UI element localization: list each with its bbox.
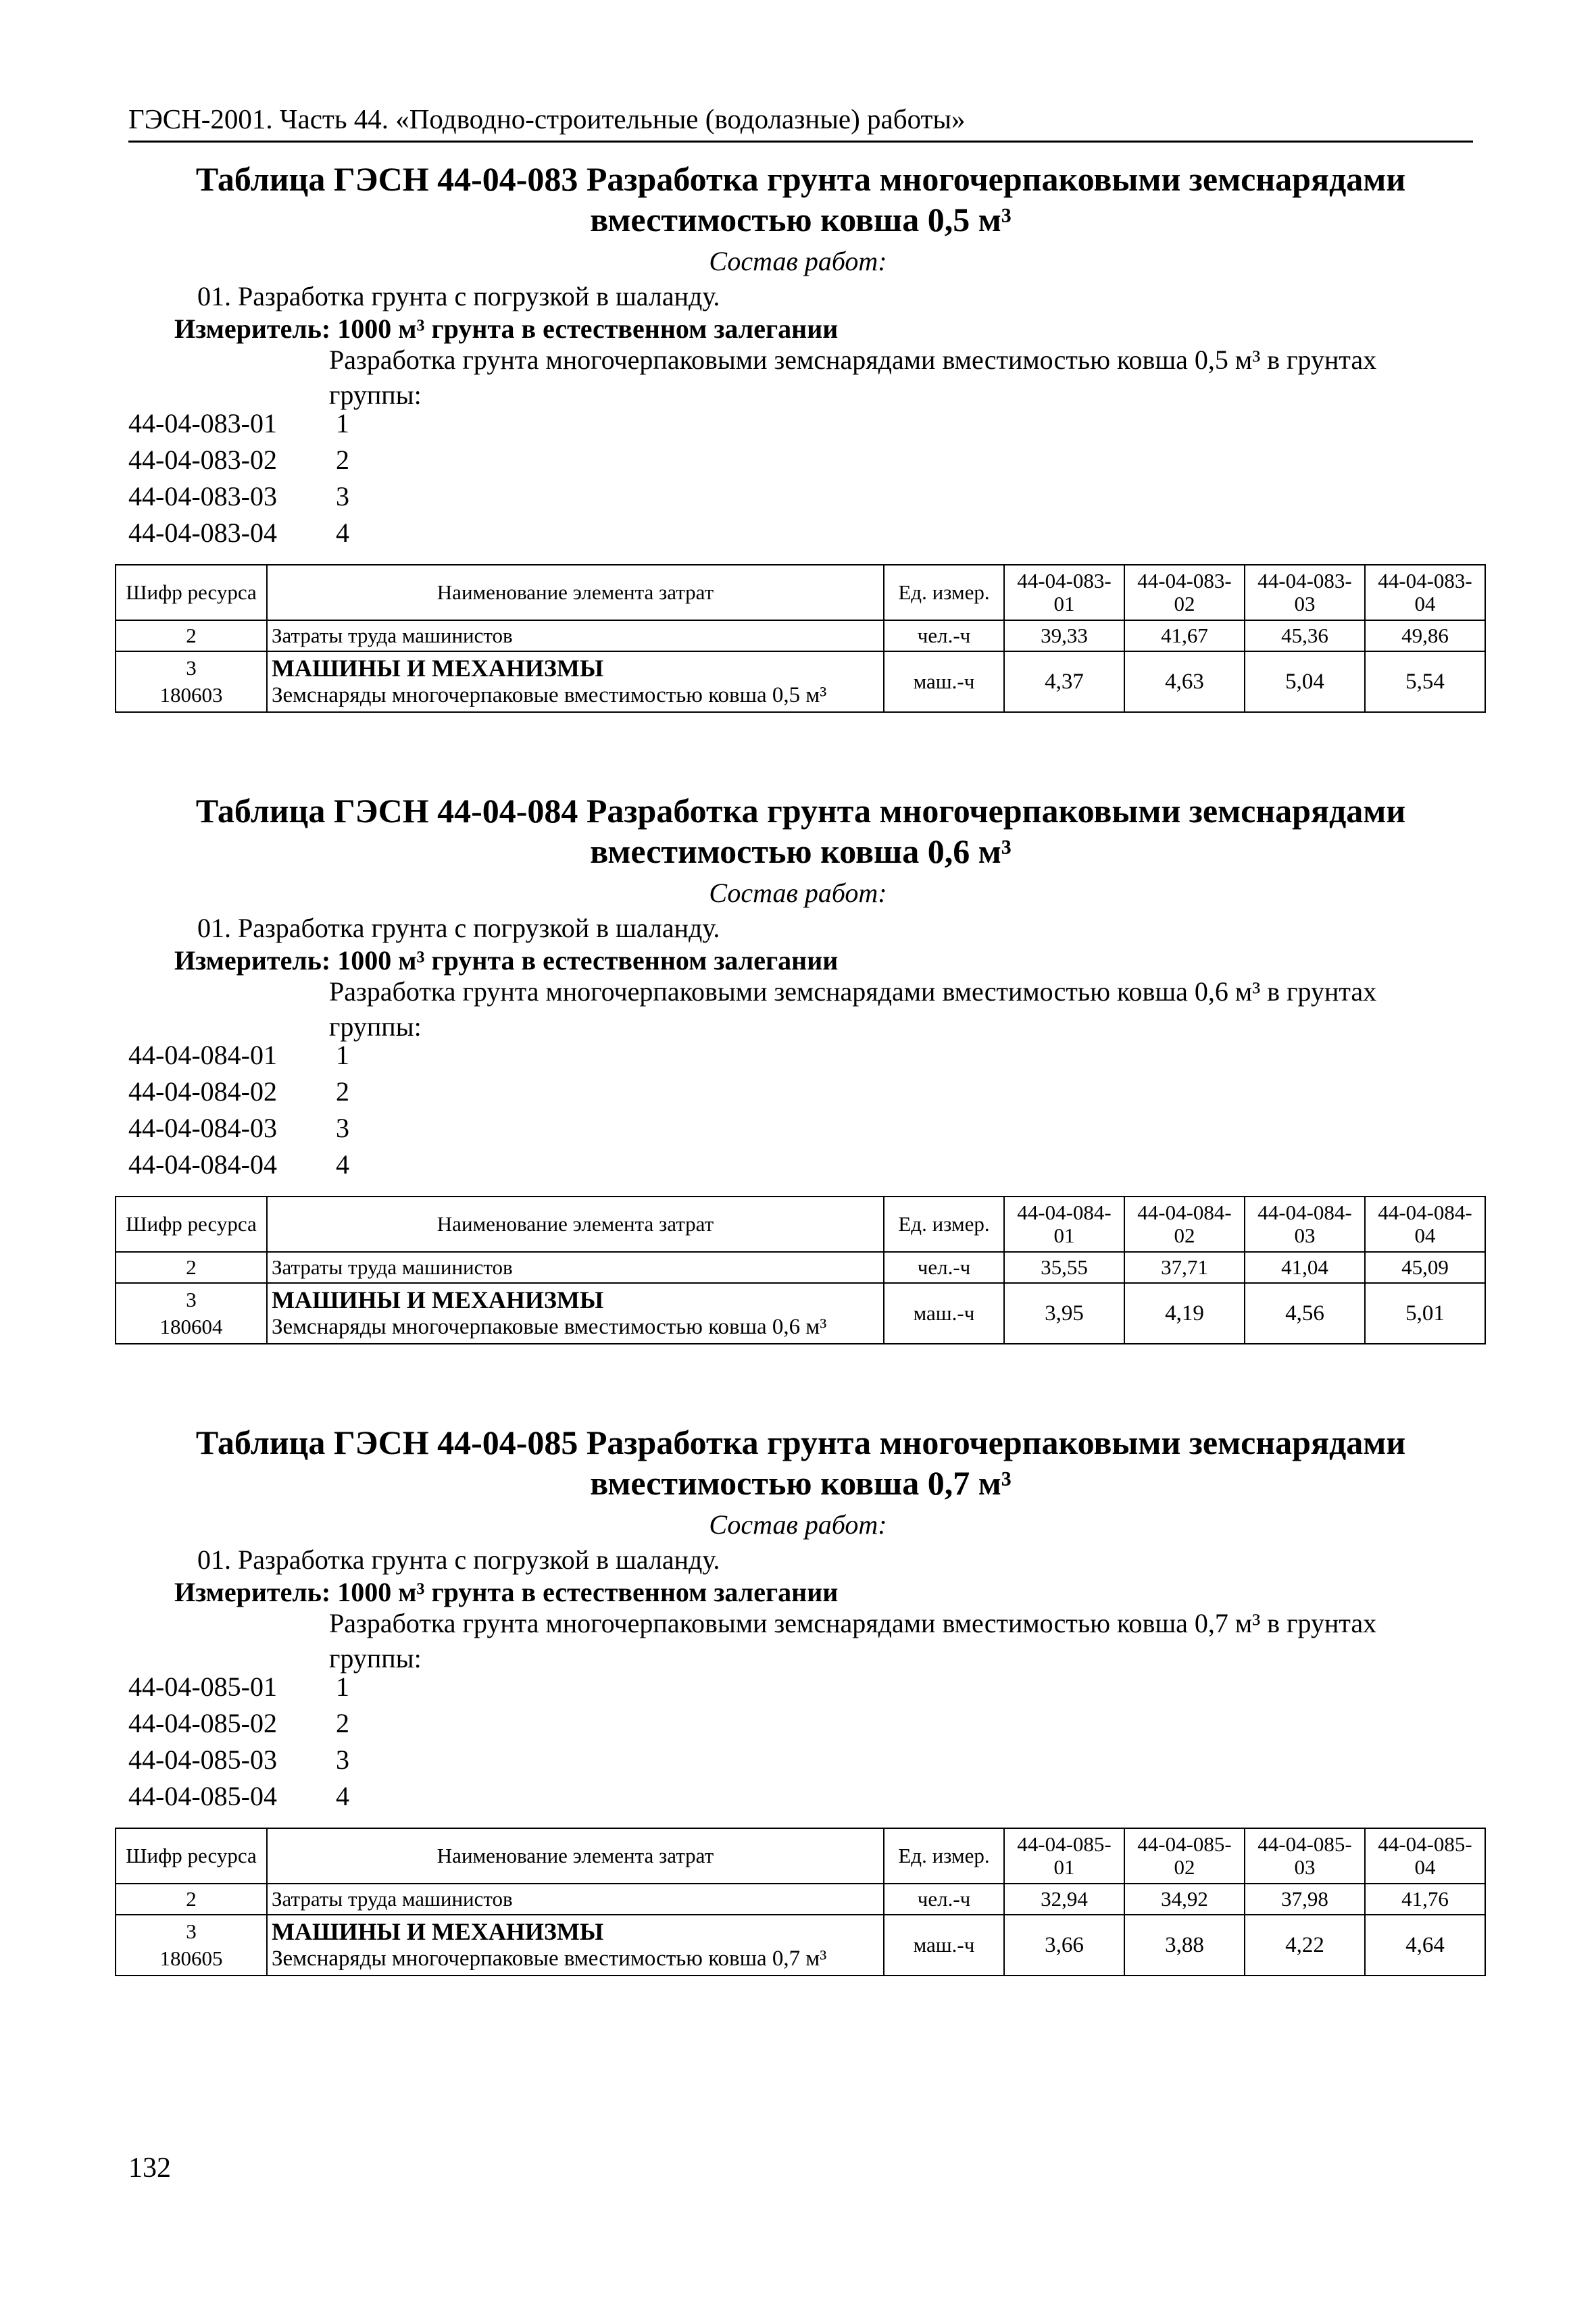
section-title — [128, 1422, 1473, 1503]
resource-value: 41,76 — [1365, 1884, 1485, 1915]
col-header-norm: 44-04-085-04 — [1365, 1828, 1485, 1884]
soil-group: 1 — [336, 1040, 349, 1070]
resource-name: Земснаряды многочерпаковые вместимостью ковша 0,5 м³ — [272, 683, 827, 707]
resource-code: 180604 — [159, 1315, 223, 1338]
norm-code: 44-04-085-02 — [128, 1708, 277, 1738]
resource-value: 4,37 — [1004, 651, 1124, 712]
section-title-line2: вместимостью ковша 0,5 м³ — [590, 201, 1012, 238]
group-code: 3 — [186, 1919, 197, 1943]
meter-line: Измеритель: 1000 м³ грунта в естественном залегании — [174, 945, 839, 976]
code-list-item — [128, 1074, 349, 1110]
meter-line: Измеритель: 1000 м³ грунта в естественном залегании — [174, 313, 839, 344]
table-row — [116, 1252, 1485, 1283]
table-header-row — [116, 1828, 1485, 1884]
resource-value: 34,92 — [1124, 1884, 1245, 1915]
resource-value: 45,36 — [1245, 620, 1365, 651]
section-title — [128, 790, 1473, 872]
norm-code: 44-04-084-02 — [128, 1076, 277, 1107]
section-title-line2: вместимостью ковша 0,7 м³ — [590, 1464, 1012, 1502]
resource-unit: чел.-ч — [884, 620, 1004, 651]
table-header-row — [116, 1197, 1485, 1252]
page-number: 132 — [128, 2153, 171, 2184]
norm-code: 44-04-083-01 — [128, 408, 277, 438]
norm-code: 44-04-083-04 — [128, 518, 277, 548]
resource-value: 37,98 — [1245, 1884, 1365, 1915]
resource-name: Затраты труда машинистов — [267, 620, 884, 651]
soil-group: 3 — [336, 481, 349, 511]
code-list-item — [128, 405, 349, 442]
code-list — [128, 1037, 349, 1183]
table-row — [116, 1915, 1485, 1976]
resource-code-cell — [116, 651, 267, 712]
page-header: ГЭСН-2001. Часть 44. «Подводно-строительные (водолазные) работы» — [128, 101, 1473, 143]
section-title-line1: Таблица ГЭСН 44-04-083 Разработка грунта многочерпаковыми земснарядами — [195, 160, 1406, 198]
code-list-item — [128, 1742, 349, 1778]
soil-group: 3 — [336, 1744, 349, 1775]
code-list — [128, 1669, 349, 1815]
section-title-line1: Таблица ГЭСН 44-04-085 Разработка грунта многочерпаковыми земснарядами — [195, 1424, 1406, 1461]
work-item: 01. Разработка грунта с погрузкой в шаланду. — [197, 1544, 720, 1575]
norm-code: 44-04-084-03 — [128, 1113, 277, 1143]
group-name: МАШИНЫ И МЕХАНИЗМЫ — [272, 655, 604, 682]
resource-value: 4,19 — [1124, 1283, 1245, 1344]
col-header-norm: 44-04-083-03 — [1245, 565, 1365, 620]
resource-value: 39,33 — [1004, 620, 1124, 651]
col-header-norm: 44-04-083-01 — [1004, 565, 1124, 620]
col-header-norm: 44-04-083-04 — [1365, 565, 1485, 620]
resource-code: 2 — [116, 620, 267, 651]
table-row — [116, 620, 1485, 651]
norm-table — [115, 1828, 1486, 1976]
resource-code: 180605 — [159, 1946, 223, 1970]
norm-table — [115, 1196, 1486, 1344]
resource-value: 32,94 — [1004, 1884, 1124, 1915]
group-code: 3 — [186, 1288, 197, 1311]
col-header-code: Шифр ресурса — [116, 1197, 267, 1252]
resource-code: 180603 — [159, 683, 223, 707]
soil-group: 2 — [336, 1076, 349, 1107]
resource-name-cell — [267, 651, 884, 712]
sostav-label: Состав работ: — [709, 1509, 887, 1540]
soil-group: 4 — [336, 1781, 349, 1811]
col-header-norm: 44-04-083-02 — [1124, 565, 1245, 620]
soil-group: 1 — [336, 1671, 349, 1702]
norm-code: 44-04-084-01 — [128, 1040, 277, 1070]
resource-value: 5,01 — [1365, 1283, 1485, 1344]
col-header-unit: Ед. измер. — [884, 565, 1004, 620]
col-header-norm: 44-04-084-04 — [1365, 1197, 1485, 1252]
resource-value: 5,04 — [1245, 651, 1365, 712]
resource-code: 2 — [116, 1252, 267, 1283]
soil-group: 4 — [336, 518, 349, 548]
code-list-item — [128, 515, 349, 551]
code-list-item — [128, 442, 349, 478]
group-name: МАШИНЫ И МЕХАНИЗМЫ — [272, 1286, 604, 1313]
col-header-norm: 44-04-084-02 — [1124, 1197, 1245, 1252]
resource-unit: чел.-ч — [884, 1884, 1004, 1915]
col-header-code: Шифр ресурса — [116, 565, 267, 620]
sostav-label: Состав работ: — [709, 246, 887, 276]
description: Разработка грунта многочерпаковыми земснарядами вместимостью ковша 0,5 м³ в грунтах группы: — [329, 345, 1377, 410]
resource-value: 4,64 — [1365, 1915, 1485, 1976]
resource-unit: маш.-ч — [884, 651, 1004, 712]
resource-value: 4,22 — [1245, 1915, 1365, 1976]
table-row — [116, 651, 1485, 712]
col-header-name: Наименование элемента затрат — [267, 1828, 884, 1884]
description: Разработка грунта многочерпаковыми земснарядами вместимостью ковша 0,6 м³ в грунтах группы: — [329, 976, 1377, 1042]
col-header-unit: Ед. измер. — [884, 1828, 1004, 1884]
col-header-code: Шифр ресурса — [116, 1828, 267, 1884]
section-title — [128, 159, 1473, 240]
code-list-item — [128, 1778, 349, 1815]
work-item: 01. Разработка грунта с погрузкой в шаланду. — [197, 281, 720, 311]
col-header-norm: 44-04-085-02 — [1124, 1828, 1245, 1884]
code-list-item — [128, 1037, 349, 1074]
soil-group: 2 — [336, 1708, 349, 1738]
meter-line: Измеритель: 1000 м³ грунта в естественном залегании — [174, 1577, 839, 1607]
norm-code: 44-04-085-03 — [128, 1744, 277, 1775]
norm-code: 44-04-085-01 — [128, 1671, 277, 1702]
resource-value: 3,95 — [1004, 1283, 1124, 1344]
resource-name: Земснаряды многочерпаковые вместимостью ковша 0,7 м³ — [272, 1946, 827, 1971]
section-title-line2: вместимостью ковша 0,6 м³ — [590, 832, 1012, 870]
col-header-norm: 44-04-084-03 — [1245, 1197, 1365, 1252]
code-list-item — [128, 1110, 349, 1147]
resource-name: Затраты труда машинистов — [267, 1252, 884, 1283]
resource-name: Затраты труда машинистов — [267, 1884, 884, 1915]
resource-code-cell — [116, 1283, 267, 1344]
resource-code: 2 — [116, 1884, 267, 1915]
code-list-item — [128, 1669, 349, 1705]
resource-value: 35,55 — [1004, 1252, 1124, 1283]
col-header-name: Наименование элемента затрат — [267, 1197, 884, 1252]
group-name: МАШИНЫ И МЕХАНИЗМЫ — [272, 1918, 604, 1945]
norm-code: 44-04-085-04 — [128, 1781, 277, 1811]
resource-value: 37,71 — [1124, 1252, 1245, 1283]
code-list-item — [128, 1147, 349, 1183]
resource-name-cell — [267, 1283, 884, 1344]
soil-group: 4 — [336, 1149, 349, 1180]
resource-value: 41,67 — [1124, 620, 1245, 651]
work-item: 01. Разработка грунта с погрузкой в шаланду. — [197, 913, 720, 943]
norm-code: 44-04-083-03 — [128, 481, 277, 511]
group-code: 3 — [186, 656, 197, 680]
table-header-row — [116, 565, 1485, 620]
norm-code: 44-04-084-04 — [128, 1149, 277, 1180]
table-row — [116, 1283, 1485, 1344]
resource-value: 45,09 — [1365, 1252, 1485, 1283]
resource-unit: маш.-ч — [884, 1283, 1004, 1344]
resource-value: 49,86 — [1365, 620, 1485, 651]
resource-unit: маш.-ч — [884, 1915, 1004, 1976]
col-header-norm: 44-04-085-03 — [1245, 1828, 1365, 1884]
resource-name-cell — [267, 1915, 884, 1976]
code-list-item — [128, 1705, 349, 1742]
col-header-norm: 44-04-085-01 — [1004, 1828, 1124, 1884]
sostav-label: Состав работ: — [709, 878, 887, 908]
resource-code-cell — [116, 1915, 267, 1976]
soil-group: 3 — [336, 1113, 349, 1143]
soil-group: 2 — [336, 445, 349, 475]
section-title-line1: Таблица ГЭСН 44-04-084 Разработка грунта многочерпаковыми земснарядами — [195, 792, 1406, 830]
resource-value: 3,66 — [1004, 1915, 1124, 1976]
norm-table — [115, 564, 1486, 713]
code-list-item — [128, 478, 349, 515]
table-row — [116, 1884, 1485, 1915]
norm-code: 44-04-083-02 — [128, 445, 277, 475]
col-header-unit: Ед. измер. — [884, 1197, 1004, 1252]
resource-value: 4,56 — [1245, 1283, 1365, 1344]
soil-group: 1 — [336, 408, 349, 438]
description: Разработка грунта многочерпаковыми земснарядами вместимостью ковша 0,7 м³ в грунтах группы: — [329, 1608, 1377, 1674]
col-header-name: Наименование элемента затрат — [267, 565, 884, 620]
resource-unit: чел.-ч — [884, 1252, 1004, 1283]
resource-value: 3,88 — [1124, 1915, 1245, 1976]
resource-value: 5,54 — [1365, 651, 1485, 712]
col-header-norm: 44-04-084-01 — [1004, 1197, 1124, 1252]
resource-value: 41,04 — [1245, 1252, 1365, 1283]
resource-name: Земснаряды многочерпаковые вместимостью ковша 0,6 м³ — [272, 1315, 827, 1339]
resource-value: 4,63 — [1124, 651, 1245, 712]
code-list — [128, 405, 349, 551]
